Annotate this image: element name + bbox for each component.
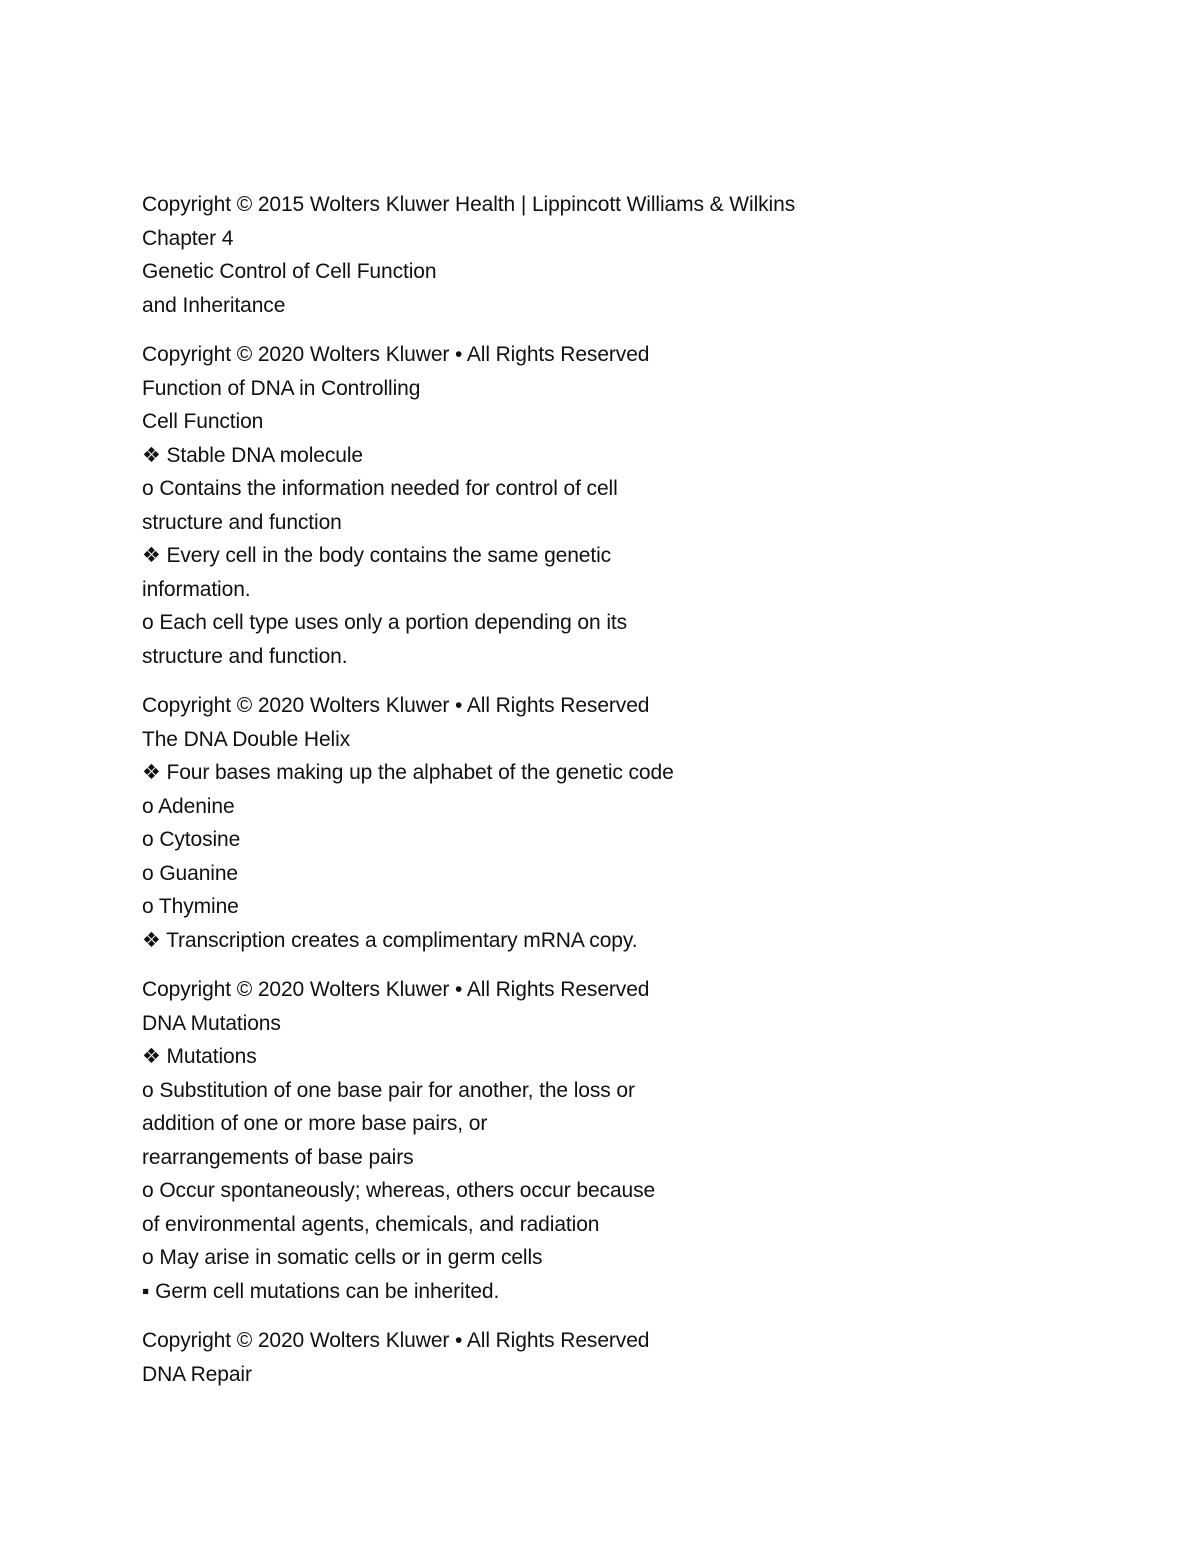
copyright-line: Copyright © 2020 Wolters Kluwer • All Rights Reserved — [142, 694, 650, 717]
sub-bullet-item: o May arise in somatic cells or in germ cells — [142, 1246, 543, 1269]
slide-heading: DNA Mutations — [142, 1011, 281, 1035]
slide-heading: Function of DNA in Controlling — [142, 376, 421, 400]
bullet-item: ❖ Stable DNA molecule — [142, 443, 363, 467]
sub-bullet-item: structure and function — [142, 510, 342, 534]
title-block — [142, 188, 1142, 322]
sub-bullet-item: o Cytosine — [142, 828, 241, 851]
bullet-item: information. — [142, 577, 251, 601]
bullet-item: ❖ Every cell in the body contains the same genetic — [142, 544, 612, 567]
copyright-line: Copyright © 2020 Wolters Kluwer • All Rights Reserved — [142, 343, 650, 366]
sub-bullet-item: structure and function. — [142, 644, 348, 668]
bullet-item: ❖ Mutations — [142, 1045, 257, 1068]
slide-heading: DNA Repair — [142, 1362, 252, 1386]
sub-bullet-item: o Thymine — [142, 895, 239, 918]
slide-block-dna-function — [142, 338, 1142, 673]
slide-heading: The DNA Double Helix — [142, 727, 351, 751]
sub-bullet-item: o Contains the information needed for control of cell — [142, 477, 618, 500]
sub-bullet-item: addition of one or more base pairs, or — [142, 1112, 488, 1135]
sub-bullet-item: o Each cell type uses only a portion depending on its — [142, 611, 628, 634]
sub-bullet-item: o Guanine — [142, 861, 239, 885]
slide-block-mutations — [142, 973, 1142, 1308]
sub-bullet-item: of environmental agents, chemicals, and radiation — [142, 1212, 600, 1236]
sub-bullet-item: o Occur spontaneously; whereas, others occur because — [142, 1179, 656, 1202]
slide-block-double-helix — [142, 689, 1142, 957]
sub-bullet-item: rearrangements of base pairs — [142, 1145, 414, 1169]
slide-block-dna-repair — [142, 1324, 1142, 1391]
copyright-line: Copyright © 2020 Wolters Kluwer • All Rights Reserved — [142, 978, 650, 1001]
copyright-line: Copyright © 2015 Wolters Kluwer Health | Lippincott Williams & Wilkins — [142, 193, 796, 216]
sub-sub-bullet-item: ▪ Germ cell mutations can be inherited. — [142, 1279, 500, 1303]
copyright-line: Copyright © 2020 Wolters Kluwer • All Rights Reserved — [142, 1329, 650, 1352]
sub-bullet-item: o Substitution of one base pair for another, the loss or — [142, 1078, 635, 1102]
chapter-title: Genetic Control of Cell Function — [142, 260, 437, 283]
slide-heading: Cell Function — [142, 410, 264, 433]
document-page — [142, 188, 1142, 1407]
bullet-item: ❖ Transcription creates a complimentary mRNA copy. — [142, 928, 638, 952]
chapter-title: and Inheritance — [142, 293, 286, 317]
sub-bullet-item: o Adenine — [142, 794, 235, 818]
bullet-item: ❖ Four bases making up the alphabet of the genetic code — [142, 761, 674, 784]
chapter-number: Chapter 4 — [142, 226, 234, 250]
